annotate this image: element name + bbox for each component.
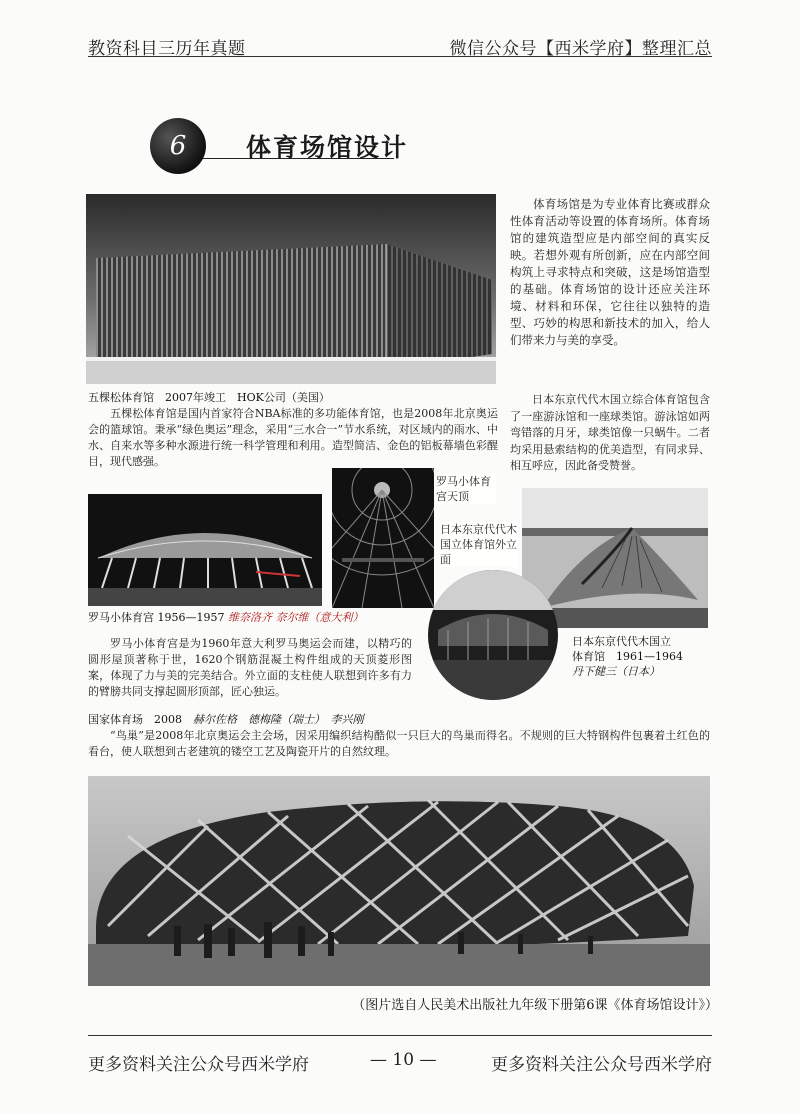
rome-roof-label: 罗马小体育宫天顶 (436, 474, 496, 504)
nest-paragraph (88, 728, 710, 760)
rome-caption-title: 罗马小体育宫 1956—1957 (88, 611, 228, 624)
wukesong-photo (86, 194, 496, 384)
intro-paragraph (510, 196, 710, 349)
nest-caption (88, 712, 708, 727)
tokyo-caption-line3: 丹下健三（日本） (572, 665, 660, 678)
image-credit: （图片选自人民美术出版社九年级下册第6课《体育场馆设计》） (352, 998, 718, 1013)
wukesong-caption: 五棵松体育馆 2007年竣工 HOK公司（美国） (88, 391, 330, 404)
page-number: — 10 — (370, 1050, 437, 1070)
header-rule (88, 56, 712, 57)
rome-paragraph (88, 636, 412, 700)
tokyo-text: 日本东京代代木国立综合体育馆包含了一座游泳馆和一座球类馆。游泳馆如两弯错落的月牙，球类馆像一只蜗牛。二者均采用悬索结构的优美造型，有同求异、相互呼应，因此备受赞誉。 (510, 393, 710, 472)
nest-caption-architect: 赫尔佐格 德梅隆（瑞士） 李兴刚 (193, 713, 364, 726)
tokyo-caption-line1: 日本东京代代木国立 (572, 635, 671, 648)
footer-left: 更多资料关注公众号西米学府 (88, 1055, 309, 1075)
footer-right: 更多资料关注公众号西米学府 (491, 1055, 712, 1075)
rome-caption-architect: 维奈洛齐 奈尔维（意大利） (227, 611, 364, 624)
header-right: 微信公众号【西米学府】整理汇总 (449, 39, 712, 59)
page-title: 体育场馆设计 (246, 133, 409, 162)
rome-roof-photo (332, 468, 434, 608)
tokyo-paragraph (510, 392, 710, 475)
nest-text: “鸟巢”是2008年北京奥运会主会场，因采用编织结构酷似一只巨大的鸟巢而得名。不规则的巨大特钢构件包裹着土红色的看台，使人联想到古老建筑的镂空工艺及陶瓷开片的自然纹理。 (88, 729, 710, 758)
wukesong-text: 五棵松体育馆是国内首家符合NBA标准的多功能体育馆，也是2008年北京奥运会的篮球馆。秉承“绿色奥运”理念，采用“三水合一”节水系统，对区域内的雨水、中水、自来水等多种水源进行统一科学管理和利用。造型简洁、金色的铝板幕墙色彩醒目，现代感强。 (88, 407, 498, 468)
tokyo-caption-line2: 体育馆 1961—1964 (572, 650, 683, 663)
tokyo-circle-photo (428, 570, 558, 700)
footer-rule (88, 1035, 712, 1036)
nest-caption-title: 国家体育场 2008 (88, 713, 193, 726)
rome-text: 罗马小体育宫是为1960年意大利罗马奥运会而建，以精巧的圆形屋顶著称于世，1620个钢筋混凝土构件组成的天顶菱形图案，体现了力与美的完美结合。外立面的支柱使人联想到许多有力的臂膀共同支撑起圆形顶部，匠心独运。 (88, 637, 412, 698)
lesson-number-badge: 6 (150, 118, 206, 174)
tokyo-caption (572, 634, 712, 679)
rome-exterior-photo (88, 494, 322, 606)
tokyo-facade-label: 日本东京代代木国立体育馆外立面 (440, 523, 517, 566)
intro-text: 体育场馆是为专业体育比赛或群众性体育活动等设置的体育场所。体育场馆的建筑造型应是内部空间的真实反映。若想外观有所创新，应在内部空间构筑上寻求特点和突破，这是场馆造型的基础。体育场馆的设计还应关注环境、材料和环保，它往往以独特的造型、巧妙的构思和新技术的加入，给人们带来力与美的享受。 (510, 197, 710, 347)
wukesong-paragraph (88, 406, 498, 470)
birds-nest-photo (88, 776, 710, 986)
header-left: 教资科目三历年真题 (88, 39, 246, 59)
rome-caption (88, 610, 428, 625)
